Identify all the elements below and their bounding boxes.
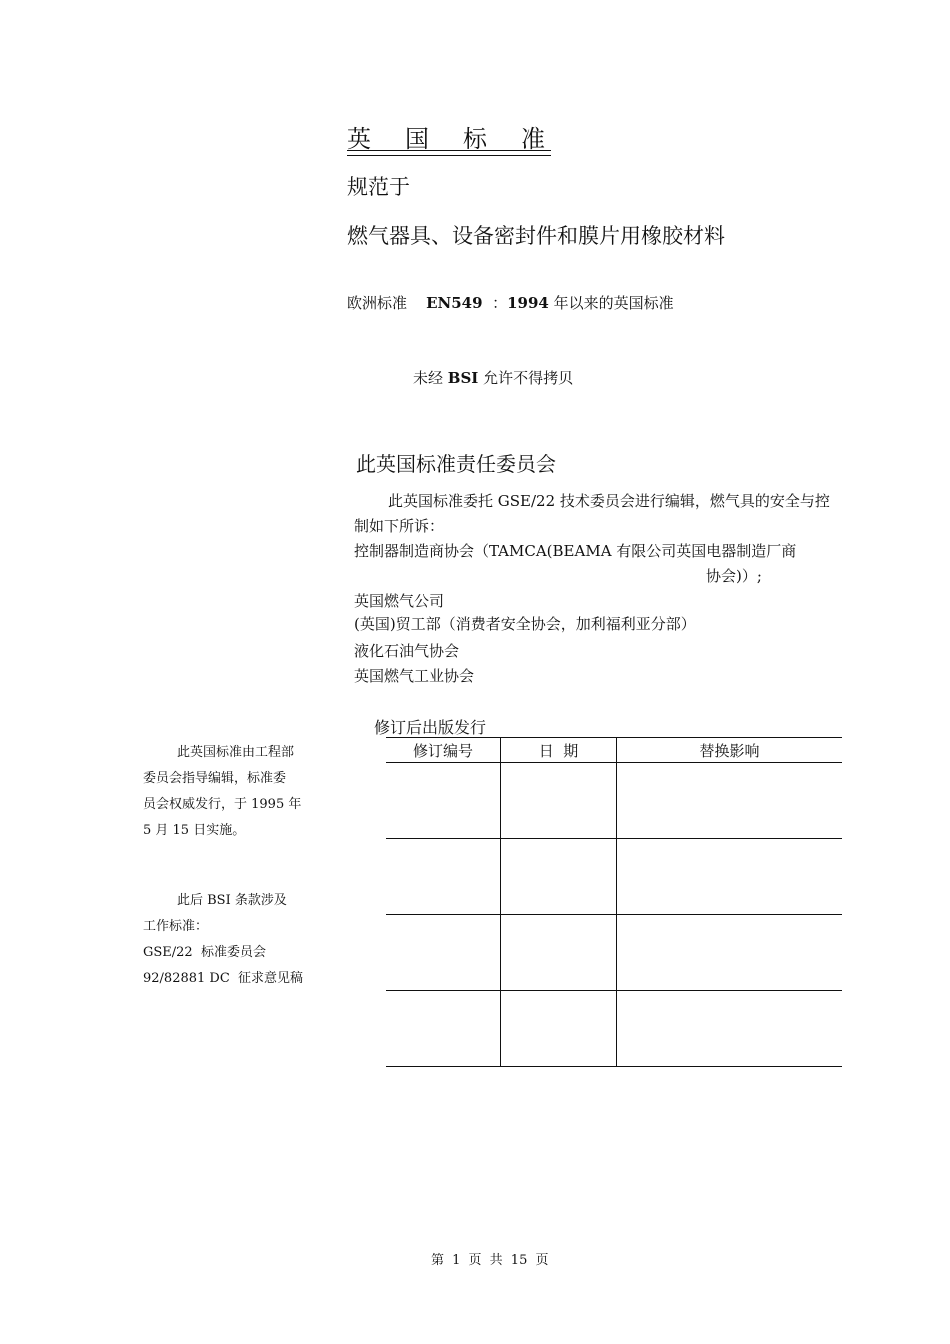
committee-paragraph-text: 此英国标准委托 GSE/22 技术委员会进行编辑，燃气具的安全与控制如下所诉：: [354, 492, 830, 535]
page-number: 第 1 页 共 15 页: [431, 1253, 549, 1268]
committee-item: 英国燃气工业协会: [354, 667, 475, 685]
standard-reference: [347, 292, 674, 313]
committee-item: 英国燃气公司: [354, 592, 445, 610]
cell-effect: [617, 915, 843, 991]
committee-item-continuation: 协会)）;: [706, 567, 762, 585]
sidebar-line: 此后 BSI 条款涉及: [177, 893, 287, 908]
sidebar-line: 5 月 15 日实施。: [143, 823, 246, 838]
cell-revision-number: [386, 991, 501, 1067]
cell-date: [501, 915, 617, 991]
revisions-table: [386, 737, 842, 1067]
cell-date: [501, 839, 617, 915]
cell-effect: [617, 839, 843, 915]
copyright-notice: [413, 367, 573, 388]
title-underline: [347, 150, 551, 156]
table-row: [386, 915, 842, 991]
sidebar-line: 此英国标准由工程部: [177, 745, 295, 760]
cell-effect: [617, 763, 843, 839]
standard-separator: ：: [492, 294, 508, 312]
sidebar-publication-note: [143, 740, 301, 844]
cell-revision-number: [386, 915, 501, 991]
cell-revision-number: [386, 839, 501, 915]
standard-prefix: 欧洲标准: [347, 294, 408, 312]
sidebar-line: 工作标准：: [143, 919, 209, 934]
sidebar-line: 员会权威发行，于 1995 年: [143, 797, 302, 812]
document-main-title: 燃气器具、设备密封件和膜片用橡胶材料: [347, 224, 725, 248]
copyright-post: 允许不得拷贝: [483, 369, 574, 387]
standard-year: 1994: [507, 294, 549, 312]
table-row: [386, 839, 842, 915]
cell-effect: [617, 991, 843, 1067]
committee-item: 控制器制造商协会（TAMCA(BEAMA 有限公司英国电器制造厂商: [354, 542, 797, 560]
standard-suffix: 年以来的英国标准: [553, 294, 674, 312]
cell-revision-number: [386, 763, 501, 839]
committee-heading: 此英国标准责任委员会: [356, 452, 556, 476]
cell-date: [501, 991, 617, 1067]
header-effect: 替换影响: [617, 738, 843, 763]
sidebar-line: 委员会指导编辑，标准委: [143, 771, 287, 786]
header-revision-number: 修订编号: [386, 738, 501, 763]
sidebar-line: GSE/22 标准委员会: [143, 945, 266, 960]
copyright-org: BSI: [447, 369, 479, 387]
committee-paragraph: [354, 489, 838, 539]
cell-date: [501, 763, 617, 839]
document-title: 英国标准: [347, 125, 579, 153]
sidebar-line: 92/82881 DC 征求意见稿: [143, 971, 304, 986]
header-date: 日 期: [501, 738, 617, 763]
revisions-header-row: [386, 738, 842, 763]
copyright-pre: 未经: [413, 369, 444, 387]
revisions-label: 修订后出版发行: [374, 718, 487, 737]
standard-code: EN549: [426, 294, 483, 312]
document-subtitle: 规范于: [347, 175, 410, 199]
table-row: [386, 763, 842, 839]
committee-item: (英国)贸工部（消费者安全协会，加利福利亚分部）: [354, 615, 696, 633]
sidebar-reference-note: [143, 888, 303, 992]
table-row: [386, 991, 842, 1067]
committee-item: 液化石油气协会: [354, 642, 460, 660]
